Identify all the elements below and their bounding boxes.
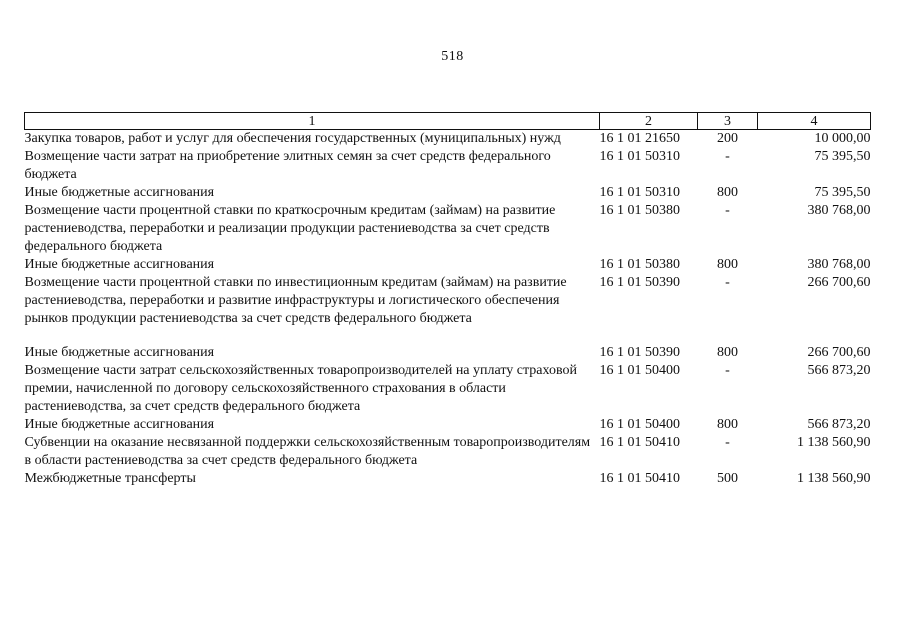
row-type: 500 [717,471,738,486]
row-code: 16 1 01 50410 [599,435,680,450]
row-name: Возмещение части затрат на приобретение элитных семян за счет средств федерального бюджета [24,149,551,182]
row-type: 800 [717,257,738,272]
row-amount: 1 138 560,90 [797,471,871,486]
row-code: 16 1 01 50390 [599,345,680,360]
row-type: - [725,203,730,218]
row-code: 16 1 01 50410 [599,471,680,486]
column-header-3: 3 [698,113,758,130]
row-name: Межбюджетные трансферты [24,471,196,486]
table-header-row [25,113,871,130]
table-row [25,184,871,202]
row-amount: 380 768,00 [807,257,871,272]
page-number: 518 [441,49,464,64]
table-row [25,148,871,184]
row-amount: 75 395,50 [814,149,871,164]
row-type: 800 [717,417,738,432]
row-type: 200 [717,131,738,146]
table-row [25,434,871,470]
table-row [25,344,871,362]
table-row [25,202,871,256]
row-type: - [725,275,730,290]
budget-table [24,112,871,488]
row-amount: 266 700,60 [807,275,871,290]
table-row [25,274,871,328]
row-code: 16 1 01 50390 [599,275,680,290]
row-amount: 566 873,20 [807,417,871,432]
table-spacer-row [25,328,871,344]
table-row [25,130,871,149]
row-code: 16 1 01 50380 [599,257,680,272]
row-name: Возмещение части процентной ставки по инвестиционным кредитам (займам) на развитие растениеводства, переработки и развитие инфраструктуры и логистического обеспечения рынков продукции растениеводства за счет средств федерального бюджета [24,275,567,326]
row-amount: 1 138 560,90 [797,435,871,450]
column-header-4: 4 [758,113,871,130]
row-code: 16 1 01 50310 [599,149,680,164]
table-row [25,416,871,434]
row-type: - [725,363,730,378]
row-name: Субвенции на оказание несвязанной поддержки сельскохозяйственным товаропроизводителям в области растениеводства за счет средств федерального бюджета [24,435,591,468]
column-header-2: 2 [600,113,698,130]
row-amount: 10 000,00 [814,131,871,146]
row-name: Иные бюджетные ассигнования [24,185,215,200]
row-code: 16 1 01 50310 [599,185,680,200]
row-name: Закупка товаров, работ и услуг для обеспечения государственных (муниципальных) нужд [24,131,561,146]
row-amount: 266 700,60 [807,345,871,360]
row-code: 16 1 01 50400 [599,363,680,378]
row-type: 800 [717,185,738,200]
row-name: Возмещение части процентной ставки по краткосрочным кредитам (займам) на развитие растениеводства, переработки и реализации продукции растениеводства за счет средств федерального бюджета [24,203,556,254]
row-code: 16 1 01 21650 [599,131,680,146]
column-header-1: 1 [25,113,600,130]
row-name: Иные бюджетные ассигнования [24,345,215,360]
row-type: - [725,149,730,164]
row-type: 800 [717,345,738,360]
row-type: - [725,435,730,450]
table-row [25,256,871,274]
row-name: Иные бюджетные ассигнования [24,417,215,432]
table-body [25,130,871,489]
row-name: Возмещение части затрат сельскохозяйственных товаропроизводителей на уплату страховой премии, начисленной по договору сельскохозяйственного страхования в области растениеводства, за счет средств федерального бюджета [24,363,577,414]
table-row [25,470,871,488]
table-row [25,362,871,416]
row-amount: 380 768,00 [807,203,871,218]
row-name: Иные бюджетные ассигнования [24,257,215,272]
row-amount: 566 873,20 [807,363,871,378]
row-code: 16 1 01 50380 [599,203,680,218]
row-amount: 75 395,50 [814,185,871,200]
row-code: 16 1 01 50400 [599,417,680,432]
